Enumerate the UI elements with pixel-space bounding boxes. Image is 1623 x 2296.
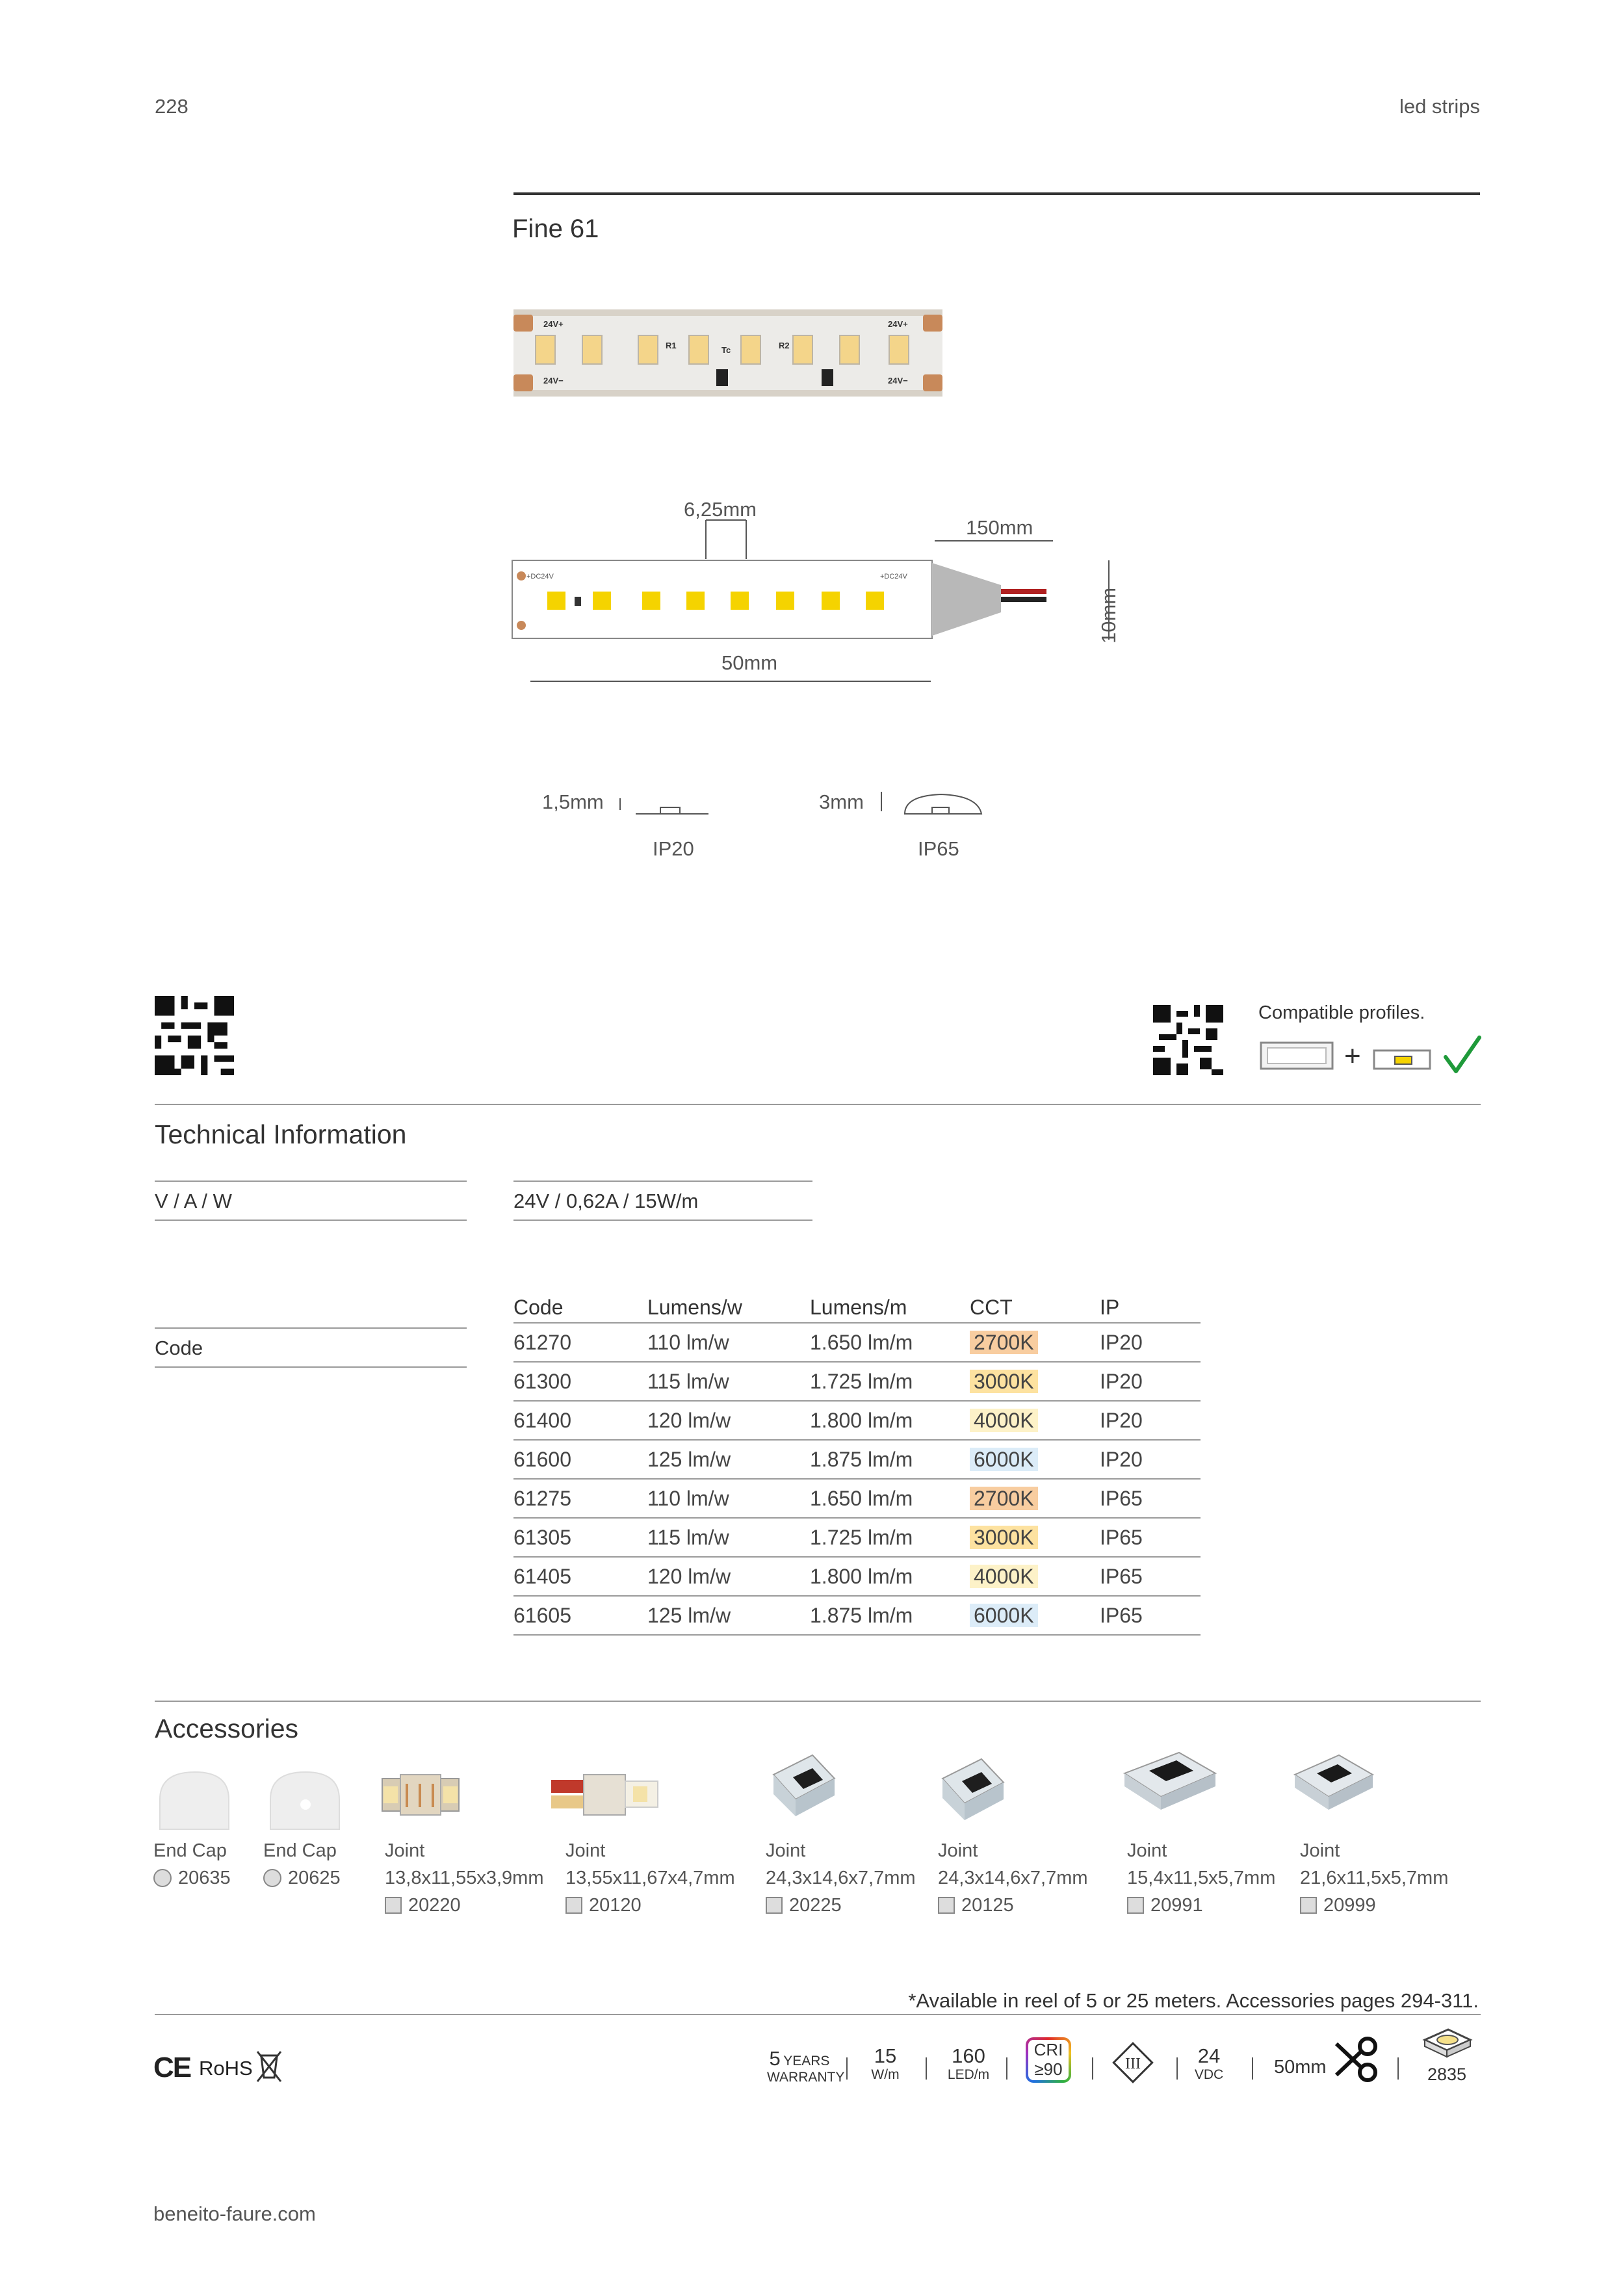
strip-width: 10mm (1097, 587, 1120, 644)
ref-marker (938, 1897, 955, 1914)
end-cap-image (266, 1767, 343, 1832)
cct-cell (970, 1479, 1100, 1518)
lumens-per-watt-cell: 110 lm/w (647, 1323, 810, 1362)
code-cell: 61405 (513, 1557, 647, 1596)
profile-ip: IP65 (918, 837, 959, 860)
lumens-per-watt-cell: 110 lm/w (647, 1479, 810, 1518)
strip-label: R2 (779, 341, 790, 350)
ce-mark: CE (153, 2052, 191, 2083)
cri-badge (1026, 2037, 1071, 2083)
pitch-dimension: 6,25mm (684, 498, 757, 521)
profile-height: 3mm (819, 790, 864, 813)
vaw-label: V / A / W (155, 1190, 232, 1212)
table-row (513, 1557, 1201, 1596)
segment-length: 50mm (721, 651, 778, 674)
ref-marker (153, 1869, 172, 1887)
accessory-code: 20635 (178, 1868, 231, 1888)
vaw-value: 24V / 0,62A / 15W/m (513, 1190, 699, 1212)
strip-label: R1 (666, 341, 677, 350)
strip-label: Tc (721, 345, 731, 355)
section-rule (155, 1701, 1481, 1702)
qr-code[interactable] (155, 996, 234, 1075)
row-rule (513, 1181, 812, 1182)
accessory-item[interactable] (263, 1837, 341, 1892)
scissors-icon (1332, 2035, 1382, 2084)
joint-image (767, 1749, 838, 1820)
code-cell: 61305 (513, 1518, 647, 1557)
spec-separator (926, 2057, 927, 2080)
cct-cell (970, 1440, 1100, 1479)
power-value: 15 (874, 2044, 897, 2067)
cct-cell (970, 1596, 1100, 1635)
warranty-label: WARRANTY (767, 2070, 845, 2085)
plus-sign: + (1344, 1040, 1361, 1072)
accessory-dimensions: 21,6x11,5x5,7mm (1300, 1868, 1449, 1888)
lumens-per-watt-cell: 125 lm/w (647, 1440, 810, 1479)
board-label: +DC24V (526, 573, 554, 581)
code-cell: 61275 (513, 1479, 647, 1518)
leds-spec (942, 2045, 994, 2083)
lumens-per-meter-cell: 1.725 lm/m (810, 1362, 970, 1401)
lumens-per-watt-cell: 115 lm/w (647, 1518, 810, 1557)
accessory-code: 20220 (408, 1895, 461, 1916)
table-row (513, 1323, 1201, 1362)
website-url[interactable]: beneito-faure.com (153, 2202, 316, 2225)
cable-length: 150mm (966, 516, 1033, 539)
joint-image (381, 1769, 460, 1820)
strip-label: 24V− (543, 376, 564, 385)
strip-label: 24V+ (543, 319, 564, 329)
row-rule (155, 1327, 467, 1329)
profile-height: 1,5mm (542, 790, 604, 813)
protection-profiles (533, 787, 1001, 865)
class-label: III (1125, 2055, 1141, 2072)
ip-cell: IP65 (1100, 1596, 1201, 1635)
table-header-row (513, 1292, 1201, 1323)
row-rule (513, 1220, 812, 1221)
cri-label: CRI (1033, 2040, 1063, 2059)
profile-ip: IP20 (653, 837, 694, 860)
codes-table (513, 1292, 1201, 1636)
lumens-per-watt-cell: 120 lm/w (647, 1557, 810, 1596)
led-strip-photo (513, 309, 942, 397)
cct-badge: 3000K (970, 1526, 1038, 1549)
column-header: CCT (970, 1292, 1100, 1323)
accessory-name: End Cap (263, 1840, 337, 1861)
cct-cell (970, 1518, 1100, 1557)
warranty-unit: YEARS (783, 2054, 830, 2068)
ip-cell: IP65 (1100, 1518, 1201, 1557)
voltage-value: 24 (1197, 2044, 1221, 2067)
page-number: 228 (155, 95, 188, 118)
cut-length: 50mm (1274, 2057, 1327, 2078)
accessory-dimensions: 24,3x14,6x7,7mm (766, 1868, 916, 1888)
board-label: +DC24V (880, 573, 907, 581)
product-name: Fine 61 (512, 215, 599, 243)
lumens-per-meter-cell: 1.650 lm/m (810, 1479, 970, 1518)
accessory-dimensions: 13,55x11,67x4,7mm (565, 1868, 735, 1888)
ref-marker (1127, 1897, 1144, 1914)
accessory-name: Joint (938, 1840, 978, 1861)
profile-icon (1258, 1037, 1336, 1074)
table-row (513, 1596, 1201, 1635)
accessory-item[interactable] (385, 1837, 544, 1919)
check-icon (1442, 1034, 1483, 1076)
voltage-spec (1189, 2045, 1228, 2083)
voltage-unit: VDC (1194, 2067, 1224, 2082)
cct-badge: 3000K (970, 1370, 1038, 1393)
table-row (513, 1518, 1201, 1557)
technical-title: Technical Information (155, 1119, 407, 1149)
product-top-rule (513, 192, 1480, 195)
strip-icon (1373, 1048, 1433, 1071)
lumens-per-watt-cell: 125 lm/w (647, 1596, 810, 1635)
row-rule (155, 1366, 467, 1368)
accessory-name: Joint (1127, 1840, 1167, 1861)
column-header: Lumens/w (647, 1292, 810, 1323)
power-spec (864, 2045, 906, 2083)
joint-image (936, 1753, 1007, 1824)
accessory-item[interactable] (1127, 1837, 1275, 1919)
accessory-name: Joint (565, 1840, 606, 1861)
accessory-name: Joint (1300, 1840, 1340, 1861)
ref-marker (1300, 1897, 1317, 1914)
accessory-code: 20625 (288, 1868, 341, 1888)
leds-unit: LED/m (947, 2067, 990, 2082)
ref-marker (385, 1897, 402, 1914)
strip-label: 24V+ (888, 319, 908, 329)
joint-image (550, 1768, 659, 1821)
cct-badge: 2700K (970, 1487, 1038, 1510)
accessory-name: Joint (766, 1840, 806, 1861)
cct-cell (970, 1401, 1100, 1440)
weee-bin-icon (255, 2048, 283, 2084)
lumens-per-meter-cell: 1.875 lm/m (810, 1440, 970, 1479)
warranty-value: 5 (769, 2047, 781, 2070)
joint-image (1291, 1749, 1375, 1814)
ip-cell: IP20 (1100, 1401, 1201, 1440)
code-cell: 61605 (513, 1596, 647, 1635)
row-rule (155, 1220, 467, 1221)
cct-badge: 6000K (970, 1448, 1038, 1471)
accessory-name: Joint (385, 1840, 425, 1861)
lumens-per-watt-cell: 115 lm/w (647, 1362, 810, 1401)
accessory-dimensions: 24,3x14,6x7,7mm (938, 1868, 1088, 1888)
code-cell: 61600 (513, 1440, 647, 1479)
spec-separator (1176, 2057, 1178, 2080)
accessory-code: 20120 (589, 1895, 642, 1916)
section-title: led strips (1399, 95, 1480, 118)
ref-marker (766, 1897, 783, 1914)
cct-cell (970, 1362, 1100, 1401)
code-cell: 61300 (513, 1362, 647, 1401)
lumens-per-meter-cell: 1.800 lm/m (810, 1401, 970, 1440)
code-label: Code (155, 1337, 203, 1359)
chip-type: 2835 (1427, 2065, 1467, 2084)
spec-separator (846, 2057, 848, 2080)
cct-cell (970, 1323, 1100, 1362)
cct-badge: 4000K (970, 1409, 1038, 1432)
accessory-code: 20999 (1323, 1895, 1376, 1916)
accessory-item[interactable] (938, 1837, 1088, 1919)
spec-separator (1252, 2057, 1253, 2080)
table-row (513, 1401, 1201, 1440)
chip-icon (1421, 2026, 1473, 2061)
joint-image (1121, 1747, 1218, 1812)
cct-cell (970, 1557, 1100, 1596)
accessory-code: 20991 (1150, 1895, 1203, 1916)
section-rule (155, 1104, 1481, 1105)
lumens-per-meter-cell: 1.800 lm/m (810, 1557, 970, 1596)
rohs-label: RoHS (199, 2057, 253, 2080)
cct-badge: 2700K (970, 1331, 1038, 1354)
accessory-item[interactable] (1300, 1837, 1448, 1919)
cct-badge: 6000K (970, 1604, 1038, 1627)
accessory-item[interactable] (565, 1837, 735, 1919)
row-rule (155, 1181, 467, 1182)
lumens-per-meter-cell: 1.650 lm/m (810, 1323, 970, 1362)
code-cell: 61400 (513, 1401, 647, 1440)
table-row (513, 1362, 1201, 1401)
lumens-per-meter-cell: 1.725 lm/m (810, 1518, 970, 1557)
dimension-drawing (507, 489, 1144, 690)
cct-badge: 4000K (970, 1565, 1038, 1588)
end-cap-image (156, 1767, 233, 1832)
warranty-spec (767, 2047, 845, 2085)
accessory-name: End Cap (153, 1840, 227, 1861)
spec-separator (1092, 2057, 1093, 2080)
accessory-code: 20225 (789, 1895, 842, 1916)
accessories-title: Accessories (155, 1714, 299, 1743)
table-row (513, 1440, 1201, 1479)
class-iii-icon (1109, 2039, 1157, 2087)
ip-cell: IP20 (1100, 1323, 1201, 1362)
accessory-dimensions: 13,8x11,55x3,9mm (385, 1868, 544, 1888)
power-unit: W/m (871, 2067, 900, 2082)
lumens-per-watt-cell: 120 lm/w (647, 1401, 810, 1440)
ip-cell: IP20 (1100, 1362, 1201, 1401)
strip-label: 24V− (888, 376, 908, 385)
ip-cell: IP65 (1100, 1557, 1201, 1596)
spec-separator (1006, 2057, 1007, 2080)
ip-cell: IP65 (1100, 1479, 1201, 1518)
availability-note: *Available in reel of 5 or 25 meters. Accessories pages 294-311. (908, 1989, 1479, 2012)
compatible-profiles-label: Compatible profiles. (1258, 1002, 1425, 1023)
column-header: Code (513, 1292, 647, 1323)
accessory-code: 20125 (961, 1895, 1014, 1916)
code-cell: 61270 (513, 1323, 647, 1362)
cri-value: ≥90 (1034, 2059, 1063, 2079)
ref-marker (565, 1897, 582, 1914)
section-rule (155, 2014, 1481, 2015)
ref-marker (263, 1869, 281, 1887)
leds-value: 160 (952, 2044, 985, 2067)
ip-cell: IP20 (1100, 1440, 1201, 1479)
table-row (513, 1479, 1201, 1518)
lumens-per-meter-cell: 1.875 lm/m (810, 1596, 970, 1635)
column-header: Lumens/m (810, 1292, 970, 1323)
accessory-dimensions: 15,4x11,5x5,7mm (1127, 1868, 1276, 1888)
qr-code[interactable] (1153, 1005, 1223, 1075)
spec-separator (1397, 2057, 1399, 2080)
column-header: IP (1100, 1292, 1201, 1323)
accessory-item[interactable] (153, 1837, 231, 1892)
accessory-item[interactable] (766, 1837, 916, 1919)
